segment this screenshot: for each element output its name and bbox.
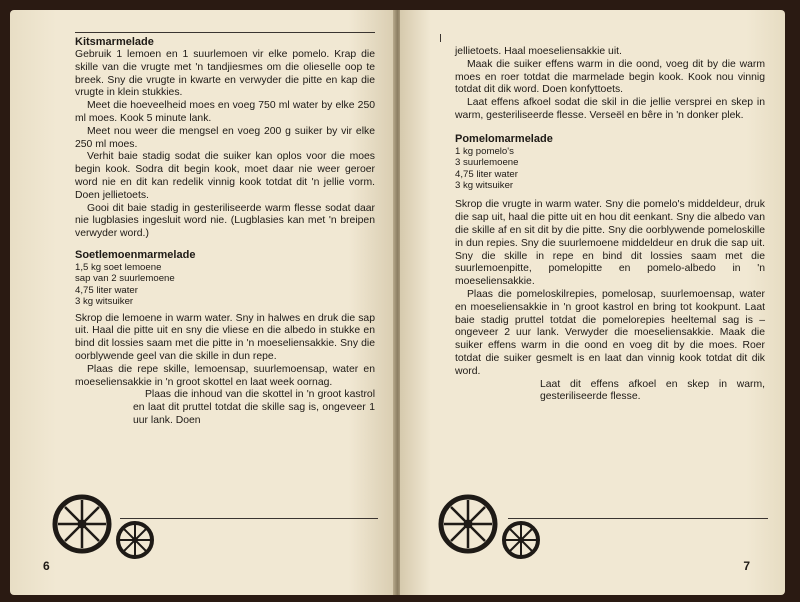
ingredient-list [455,146,765,192]
ingredient-item: 4,75 liter water [75,284,138,296]
ingredient-item: 3 suurlemoene [455,157,519,169]
ingredient-item: 3 kg witsuiker [75,296,134,308]
paragraph: jellietoets. Haal moeseliensakkie uit. [455,46,622,57]
paragraph: Verhit baie stadig sodat die suiker kan oplos voor die moes begin kook. Sodra dit begin kook, moet daar nie weer geroer word nie en dit kan redelik vinnig kook totdat dit 'n jellie vorm. Doen jellietoets. [75,151,375,201]
paragraph: Laat dit effens afkoel en skep in warm, gesteriliseerde flesse. [540,378,765,403]
paragraph: Laat effens afkoel sodat die skil in die jellie versprei en skep in warm, gesteriliseerde flesse. Verseël en bêre in 'n donker plek. [455,97,765,121]
citrus-slice-icon [52,488,182,563]
ingredient-item: 4,75 liter water [455,168,518,180]
ingredient-item: sap van 2 suurlemoene [75,273,175,285]
paragraph: Maak die suiker effens warm in die oond, voeg dit by die warm moes en roer totdat die marmelade begin kook. Kook nou vinnig totdat dit dik word. Doen konfyttoets. [455,58,765,96]
footer-rule [120,518,378,519]
ingredient-item: 1 kg pomelo's [455,145,514,157]
ingredient-item: 1,5 kg soet lemoene [75,261,162,273]
footer-rule [508,518,768,519]
paragraph: Meet nou weer die mengsel en voeg 200 g suiker by vir elke 250 ml moes. [75,125,375,150]
paragraph: Plaas die pomeloskilrepies, pomelosap, suurlemoensap, water en moeseliensakkie in 'n groot kastrol en bring tot kookpunt. Laat baie stadig pruttel totdat die pomelorepies heeltemal sag is – ongeveer 2 uur lank. Verwyder die moeseliensakkie. Maak die suiker effens warm in die oond en voeg dit by die moes. Roer totdat die suiker gesmelt is en laat dan vinnig kook totdat dit dik word. [455,288,765,377]
paragraph: Skrop die lemoene in warm water. Sny in halwes en druk die sap uit. Haal die pitte uit en sny die vliese en die albedo in stukke en bind dit lossies saam met die pitte in 'n moeseliensakkie. Sny die oorblywende geel van die skille in dun repe. [75,312,375,362]
paragraph: Plaas die inhoud van die skottel in 'n groot kastrol en laat dit pruttel totdat die skille sag is, ongeveer 1 uur lank. Doen [133,389,375,426]
recipe-title-soetlemoenmarmelade: Soetlemoenmarmelade [75,248,196,261]
paragraph: Gooi dit baie stadig in gesteriliseerde warm flesse sodat daar nie lugblasies ingesluit word nie. (Lugblasies kan met 'n breipen verwyder word.) [75,202,375,240]
recipe-title-pomelomarmelade: Pomelomarmelade [455,132,553,145]
top-rule [75,32,375,33]
ingredient-list [75,262,375,308]
paragraph: Skrop die vrugte in warm water. Sny die pomelo's middeldeur, druk die sap uit, haal die pitte uit en hou dit eenkant. Sny die albedo van die skille af en sit dit by die pitte. Sny die oorblywende pomeloskille in dun repies. Sny die suurlemoene middeldeur en druk die sap uit. Sny die skille in repe en bind dit lossies saam met die suurlemoenpitte, pomelopitte en pomelo-albedo in 'n moeseliensakkie. [455,199,765,288]
paragraph: Meet die hoeveelheid moes en voeg 750 ml water by elke 250 ml moes. Kook 5 minute lank. [75,100,375,124]
left-page [10,10,395,595]
page-number: 6 [43,559,50,573]
left-page-text [75,36,375,428]
paragraph: Plaas die repe skille, lemoensap, suurlemoensap, water en moeseliensakkie in 'n groot skottel en laat week oornag. [75,363,375,388]
citrus-slice-icon [438,488,568,563]
right-page-text [455,46,765,404]
paragraph: Gebruik 1 lemoen en 1 suurlemoen vir elke pomelo. Krap die skille van die vrugte met 'n tandjiesmes om die olieselle oop te breek. Sny die vrugte in kwarte en verwyder die pitte en kap die vrugte in klein stukkies. [75,49,375,99]
ingredient-item: 3 kg witsuiker [455,180,514,191]
corner-tick [440,34,441,42]
right-page [400,10,785,595]
recipe-title-kitsmarmelade: Kitsmarmelade [75,36,154,48]
page-number: 7 [743,559,750,573]
